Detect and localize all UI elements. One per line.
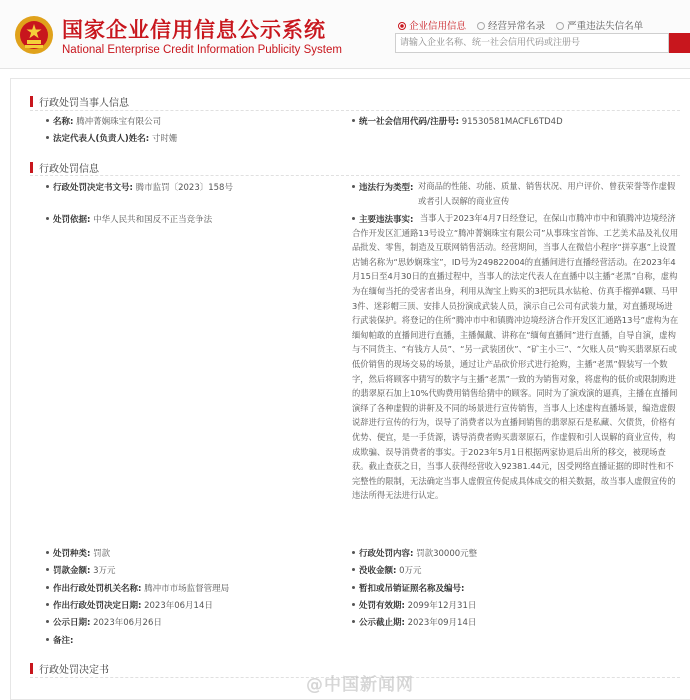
- violation-type-value: 对商品的性能、功能、质量、销售状况、用户评价、曾获荣誉等作虚假或者引人误解的商业宣传: [418, 181, 676, 206]
- decision-date-field: [46, 600, 213, 612]
- field-value: 2023年09月14日: [407, 618, 477, 628]
- site-title: 国家企业信用信息公示系统: [62, 18, 326, 42]
- field-label: 公示截止期:: [359, 618, 405, 628]
- tab-abnormal-list[interactable]: [477, 18, 545, 32]
- watermark: @中国新闻网: [306, 675, 414, 695]
- divider: [30, 175, 680, 176]
- section-bar: [30, 663, 33, 674]
- bullet-icon: [46, 185, 49, 188]
- section-bar: [30, 96, 33, 107]
- field-label: 作出行政处罚决定日期:: [53, 601, 142, 611]
- field-label: 违法行为类型:: [359, 183, 414, 193]
- bullet-icon: [352, 119, 355, 122]
- bullet-icon: [46, 603, 49, 606]
- field-value: 2023年06月26日: [93, 618, 162, 628]
- field-label: 处罚依据:: [53, 215, 91, 225]
- field-label: 罚款金额:: [53, 566, 91, 576]
- penalty-kind-field: [46, 548, 110, 560]
- tab-label: 企业信用信息: [409, 21, 467, 32]
- facts-text: 当事人于2023年4月7日经登记，在保山市腾冲市中和镇腾冲边境经济合作开发区汇通路13号设立“腾冲菁娴珠宝有限公司”从事珠宝首饰、工艺美术品及礼仪用品批发、零售，制造及互联网销售活动。经营期间，当事人在微信小程序“拼享惠”上设置店铺名称为“思妙娴珠宝”，ID号为249822004的直播间进行直播经营活动。在2023年4月15日至4月30日的直播过程中，当事人的法定代表人在直播中以主播“老黑”自称，虚构为在缅甸当托的受害者出身，利用从淘宝上购买的3把玩具水钻枪、仿真手榴弹4颗、马甲3件、迷彩帽三顶、安排人员扮演成武装人员，演示自己公司有武装力量，对直播现场进行武装保护。将登记的住所“腾冲市中和镇腾冲边境经济合作开发区汇通路13号”虚构为在缅甸帕敢的直播间进行直播，主播佩戴、讲称在“缅甸直播间”进行直播，自导自演，虚构与不同货主、“有钱方人员”、“另一武装团伙”、“矿主小三”、“欠账人员”购买翡翠原石或低价销售的现场交易的场景，通过让产品砍价形式进行抢购，主播“老黑”假装写一个数字，然后将顾客中猜写的数字与主播“老黑”一致的为销售对象，将虚构的低价或限制购进的翡翠原石加上10%代购费用销售给猜中的顾客。同时为了演戏演的逼真，主播在直播间演绎了各种虚假的讲鼾及不同的场景进行宣传销售，当事人上述虚构直播场景，编造虚假说辞进行宣传的行为，误导了消费者以为直播间销售的翡翠原石是私藏、欠债货，价格有优势、便宜，是一手货源，诱导消费者购买翡翠原石，作虚假和引人误解的商业宣传，构成欺骗、误导消费者的事实。于2023年5月1日根据两家协退后出所的移交，被现场查获。截止查获之日，当事人获得经营收入92381.44元，因受网络直播证据的即时性和不完整性的限制，无法确定当事人虚假宣传促成具体成交的相关数据，故当事人虚假宣传的违法所得无法进行认定。: [352, 213, 679, 501]
- radio-icon: [398, 22, 406, 30]
- bullet-icon: [46, 568, 49, 571]
- remark-field: [46, 635, 73, 647]
- violation-type-label: [352, 182, 413, 194]
- search-input[interactable]: 请输入企业名称、统一社会信用代码或注册号: [395, 33, 669, 53]
- field-label: 主要违法事实:: [359, 215, 414, 225]
- bullet-icon: [46, 638, 49, 641]
- fine-amount-field: [46, 565, 116, 577]
- divider: [30, 110, 680, 111]
- field-value: 中华人民共和国反不正当竞争法: [93, 215, 213, 225]
- search-button[interactable]: [669, 33, 690, 53]
- party-name-field: [46, 116, 161, 128]
- section-title-text: 行政处罚决定书: [39, 665, 109, 676]
- field-label: 暂扣或吊销证照名称及编号:: [359, 584, 465, 594]
- site-subtitle: National Enterprise Credit Information Publicity System: [62, 44, 342, 56]
- section-title-text: 行政处罚信息: [39, 164, 99, 175]
- section-title-text: 行政处罚当事人信息: [39, 98, 129, 109]
- tab-enterprise-credit[interactable]: [398, 18, 466, 32]
- bullet-icon: [352, 185, 355, 188]
- bullet-icon: [46, 586, 49, 589]
- publicity-date-field: [46, 617, 162, 629]
- field-label: 处罚种类:: [53, 549, 91, 559]
- field-value: 罚款: [93, 549, 111, 559]
- field-value: 2023年06月14日: [144, 601, 213, 611]
- publicity-end-field: [352, 617, 476, 629]
- field-label: 名称:: [53, 117, 74, 127]
- bullet-icon: [352, 603, 355, 606]
- site-header: [0, 0, 690, 69]
- national-emblem-icon: [14, 13, 54, 57]
- field-value: 寸时姗: [151, 134, 178, 144]
- field-label: 行政处罚内容:: [359, 549, 414, 559]
- field-value: 腾冲市市场监督管理局: [144, 584, 230, 594]
- field-value: 腾市监罚〔2023〕158号: [135, 183, 233, 193]
- bullet-icon: [46, 217, 49, 220]
- doc-number-field: [46, 182, 233, 194]
- search-type-tabs: [398, 18, 651, 32]
- field-value: 2099年12月31日: [407, 601, 477, 611]
- field-value: 罚款30000元整: [416, 549, 478, 559]
- credit-code-field: [352, 116, 563, 128]
- validity-field: [352, 600, 476, 612]
- field-label: 处罚有效期:: [359, 601, 405, 611]
- penalty-section-title: [30, 160, 99, 175]
- field-value: 腾冲菁娴珠宝有限公司: [76, 117, 162, 127]
- radio-icon: [477, 22, 485, 30]
- tab-label: 严重违法失信名单: [567, 21, 644, 32]
- tab-serious-violation-list[interactable]: [556, 18, 643, 32]
- bullet-icon: [352, 568, 355, 571]
- bullet-icon: [46, 136, 49, 139]
- bullet-icon: [46, 620, 49, 623]
- field-label: 没收金额:: [359, 566, 397, 576]
- penalty-content-field: [352, 548, 477, 560]
- section-bar: [30, 162, 33, 173]
- field-value: 3万元: [93, 566, 116, 576]
- party-section-title: [30, 94, 129, 109]
- bullet-icon: [352, 551, 355, 554]
- tab-label: 经营异常名录: [488, 21, 546, 32]
- legal-rep-field: [46, 133, 177, 145]
- bullet-icon: [46, 551, 49, 554]
- authority-field: [46, 583, 229, 595]
- penalty-basis-field: [46, 214, 212, 226]
- permit-field: [352, 583, 464, 595]
- bullet-icon: [352, 620, 355, 623]
- field-value: 91530581MACFL6TD4D: [461, 117, 563, 127]
- bullet-icon: [46, 119, 49, 122]
- field-label: 作出行政处罚机关名称:: [53, 584, 142, 594]
- field-label: 备注:: [53, 636, 74, 646]
- confiscate-amount-field: [352, 565, 422, 577]
- field-label: 统一社会信用代码/注册号:: [359, 117, 460, 127]
- field-label: 法定代表人(负责人)姓名:: [53, 134, 150, 144]
- radio-icon: [556, 22, 564, 30]
- field-value: 0万元: [399, 566, 422, 576]
- field-label: 行政处罚决定书文号:: [53, 183, 133, 193]
- field-label: 公示日期:: [53, 618, 91, 628]
- bullet-icon: [352, 586, 355, 589]
- decision-section-title: [30, 661, 109, 676]
